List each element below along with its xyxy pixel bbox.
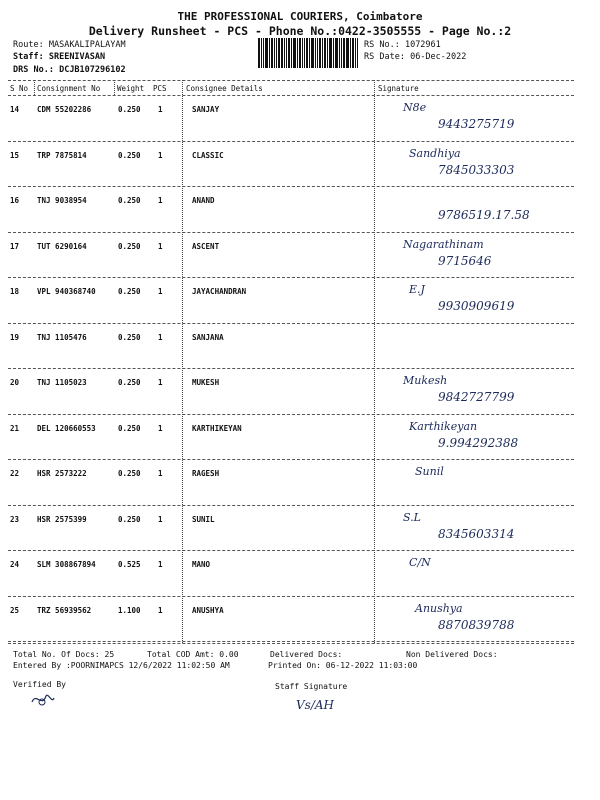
barcode-bar (311, 38, 314, 68)
runsheet-title: Delivery Runsheet - PCS - Phone No.:0422-3505555 - Page No.:2 (88, 24, 512, 38)
row-weight: 0.525 (118, 560, 141, 569)
barcode-bar (288, 38, 290, 68)
row-pcs: 1 (158, 287, 163, 296)
col-consignee: Consignee Details (186, 84, 263, 93)
row-pcs: 1 (158, 423, 163, 433)
row-consignee: MANO (192, 560, 211, 569)
row-phone: 9715646 (438, 253, 492, 268)
staff-line (13, 52, 105, 62)
staff-signature-label: Staff Signature (275, 682, 348, 691)
row-sno: 23 (10, 514, 20, 524)
non-delivered-docs: Non Delivered Docs: (406, 650, 498, 659)
table-row (8, 188, 574, 233)
barcode-bar (271, 38, 273, 68)
row-divider (8, 550, 574, 551)
row-phone: 9443275719 (438, 117, 515, 131)
row-consignment: TRZ 56939562 (37, 605, 92, 615)
row-consignee: RAGESH (192, 469, 220, 478)
row-divider (8, 277, 574, 278)
verified-by-label: Verified By (13, 680, 66, 689)
verifier-signature-mark (28, 690, 58, 710)
row-weight: 0.250 (118, 150, 141, 160)
barcode-bar (302, 38, 303, 68)
row-pcs: 1 (158, 605, 163, 615)
row-signature: S.L (403, 510, 421, 524)
barcode-bar (297, 38, 298, 68)
row-consignee: CLASSIC (192, 150, 224, 160)
row-signature: C/N (409, 556, 431, 569)
row-consignment: DEL 120660553 (37, 423, 96, 433)
row-weight: 0.250 (118, 241, 141, 251)
row-pcs: 1 (158, 560, 163, 569)
row-weight: 0.250 (118, 469, 141, 478)
table-row (8, 552, 574, 597)
drs-value: DCJB107296102 (59, 65, 126, 75)
row-weight: 0.250 (118, 423, 141, 433)
drs-label: DRS No.: (13, 65, 54, 75)
col-pcs: PCS (153, 84, 167, 93)
row-sno: 16 (10, 196, 20, 205)
row-consignee: SANJANA (192, 332, 224, 342)
row-phone: 9786519.17.58 (438, 208, 530, 222)
row-pcs: 1 (158, 150, 163, 160)
row-pcs: 1 (158, 105, 163, 114)
row-sno: 19 (10, 332, 20, 342)
rs-no-line (364, 40, 441, 50)
row-sno: 24 (10, 560, 20, 569)
row-pcs: 1 (158, 378, 163, 387)
row-consignment: TNJ 1105023 (37, 378, 87, 387)
printed-on: Printed On: 06-12-2022 11:03:00 (268, 661, 418, 670)
barcode-bar (299, 38, 301, 68)
row-consignee: SUNIL (192, 514, 215, 524)
row-consignment: TUT 6290164 (37, 241, 87, 251)
row-divider (8, 505, 574, 506)
row-divider (8, 232, 574, 233)
row-sno: 22 (10, 469, 20, 478)
row-signature: N8e (403, 101, 427, 114)
barcode-bar (336, 38, 338, 68)
barcode-bar (265, 38, 268, 68)
table-row (8, 507, 574, 552)
barcode-bar (261, 38, 262, 68)
row-divider (8, 414, 574, 415)
row-divider (8, 596, 574, 597)
row-consignee: ANAND (192, 196, 215, 205)
barcode-bar (286, 38, 287, 68)
barcode-bar (355, 38, 356, 68)
row-signature: Mukesh (403, 374, 448, 387)
row-divider (8, 141, 574, 142)
row-signature: Sandhiya (409, 146, 461, 160)
row-weight: 0.250 (118, 196, 141, 205)
row-divider (8, 368, 574, 369)
row-consignment: HSR 2573222 (37, 469, 87, 478)
row-pcs: 1 (158, 332, 163, 342)
row-pcs: 1 (158, 514, 163, 524)
row-phone: 9842727799 (438, 390, 515, 404)
rs-date-label: RS Date: (364, 52, 405, 62)
row-weight: 0.250 (118, 105, 141, 114)
table-row (8, 598, 574, 643)
row-phone: 7845033303 (438, 162, 515, 177)
row-consignment: TNJ 1105476 (37, 332, 87, 342)
barcode-bar (278, 38, 280, 68)
drs-line (13, 65, 126, 75)
barcode-bar (317, 38, 318, 68)
row-consignee: ASCENT (192, 241, 220, 251)
row-divider (8, 186, 574, 187)
staff-value: SREENIVASAN (48, 52, 106, 62)
barcode-bar (281, 38, 284, 68)
barcode-bar (322, 38, 323, 68)
row-sno: 20 (10, 378, 20, 387)
barcode-bar (343, 38, 345, 68)
entered-by: Entered By :POORNIMAPCS 12/6/2022 11:02:50 AM (13, 661, 230, 670)
barcode-bar (324, 38, 326, 68)
row-phone: 8345603314 (438, 526, 515, 541)
route-label: Route: (13, 40, 44, 50)
row-sno: 25 (10, 605, 20, 615)
col-signature: Signature (378, 84, 419, 93)
barcode-bar (284, 38, 285, 68)
col-sno: S No (10, 84, 29, 93)
barcode-bar (333, 38, 334, 68)
table-row (8, 143, 574, 188)
row-signature: Anushya (415, 601, 463, 615)
row-phone: 8870839788 (438, 617, 515, 632)
barcode-bar (346, 38, 349, 68)
rs-date-line (364, 52, 466, 62)
col-consignment: Consignment No (37, 84, 101, 93)
row-consignment: HSR 2575399 (37, 514, 87, 524)
row-weight: 0.250 (118, 332, 141, 342)
row-sno: 17 (10, 241, 20, 251)
barcode-bar (304, 38, 305, 68)
table-row (8, 370, 574, 415)
row-consignment: TNJ 9038954 (37, 196, 87, 205)
row-consignee: JAYACHANDRAN (192, 287, 247, 296)
row-divider (8, 323, 574, 324)
row-consignee: ANUSHYA (192, 605, 224, 615)
total-docs: Total No. Of Docs: 25 (13, 650, 115, 659)
company-title: THE PROFESSIONAL COURIERS, Coimbatore (177, 10, 423, 23)
delivered-docs: Delivered Docs: (270, 650, 343, 659)
divider (8, 643, 574, 644)
rs-no-value: 1072961 (404, 40, 441, 50)
row-consignee: KARTHIKEYAN (192, 423, 242, 433)
barcode-bar (306, 38, 308, 68)
table-header (8, 82, 574, 96)
row-weight: 1.100 (118, 605, 141, 615)
row-phone: 9.994292388 (438, 435, 519, 450)
barcode-bar (327, 38, 328, 68)
row-weight: 0.250 (118, 287, 141, 296)
row-phone: 9930909619 (438, 299, 515, 313)
divider (8, 80, 574, 81)
row-divider (8, 459, 574, 460)
table-row (8, 461, 574, 506)
staff-signature-hand: Vs/AH (296, 698, 334, 712)
barcode-bar (315, 38, 316, 68)
barcode-bar (258, 38, 260, 68)
row-consignee: MUKESH (192, 378, 220, 387)
barcode-bar (341, 38, 342, 68)
row-sno: 18 (10, 287, 20, 296)
barcode-bar (335, 38, 336, 68)
barcode-bar (350, 38, 351, 68)
barcode-bar (357, 38, 358, 68)
row-sno: 14 (10, 105, 20, 114)
row-signature: E.J (409, 283, 425, 296)
barcode-bar (276, 38, 277, 68)
barcode-bar (352, 38, 354, 68)
barcode-bar (263, 38, 264, 68)
row-consignment: SLM 308867894 (37, 560, 96, 569)
total-cod: Total COD Amt: 0.00 (147, 650, 239, 659)
col-weight: Weight (117, 84, 145, 93)
rs-no-label: RS No.: (364, 40, 400, 50)
row-signature: Karthikeyan (409, 419, 478, 433)
row-signature: Sunil (415, 465, 444, 478)
table-row (8, 234, 574, 279)
barcode-bar (293, 38, 296, 68)
row-consignee: SANJAY (192, 105, 220, 114)
column-separator (114, 80, 115, 95)
row-consignment: TRP 7875814 (37, 150, 87, 160)
barcode (258, 38, 358, 68)
column-separator (34, 80, 35, 95)
table-row (8, 97, 574, 142)
route-value: MASAKALIPALAYAM (48, 40, 126, 50)
staff-label: Staff: (13, 52, 44, 62)
row-pcs: 1 (158, 241, 163, 251)
row-consignment: CDM 55202286 (37, 105, 92, 114)
barcode-bar (309, 38, 310, 68)
barcode-bar (339, 38, 340, 68)
rs-date-value: 06-Dec-2022 (410, 52, 467, 62)
barcode-bar (329, 38, 332, 68)
row-pcs: 1 (158, 196, 163, 205)
row-signature: Nagarathinam (403, 237, 484, 251)
row-divider (8, 641, 574, 642)
divider (8, 95, 574, 96)
row-sno: 21 (10, 423, 20, 433)
table-row (8, 325, 574, 370)
barcode-bar (274, 38, 275, 68)
barcode-bar (291, 38, 292, 68)
row-weight: 0.250 (118, 378, 141, 387)
route-line (13, 40, 126, 50)
row-pcs: 1 (158, 469, 163, 478)
table-row (8, 416, 574, 461)
barcode-bar (319, 38, 321, 68)
row-consignment: VPL 940368740 (37, 287, 96, 296)
table-row (8, 279, 574, 324)
row-weight: 0.250 (118, 514, 141, 524)
row-sno: 15 (10, 150, 20, 160)
barcode-bar (269, 38, 270, 68)
